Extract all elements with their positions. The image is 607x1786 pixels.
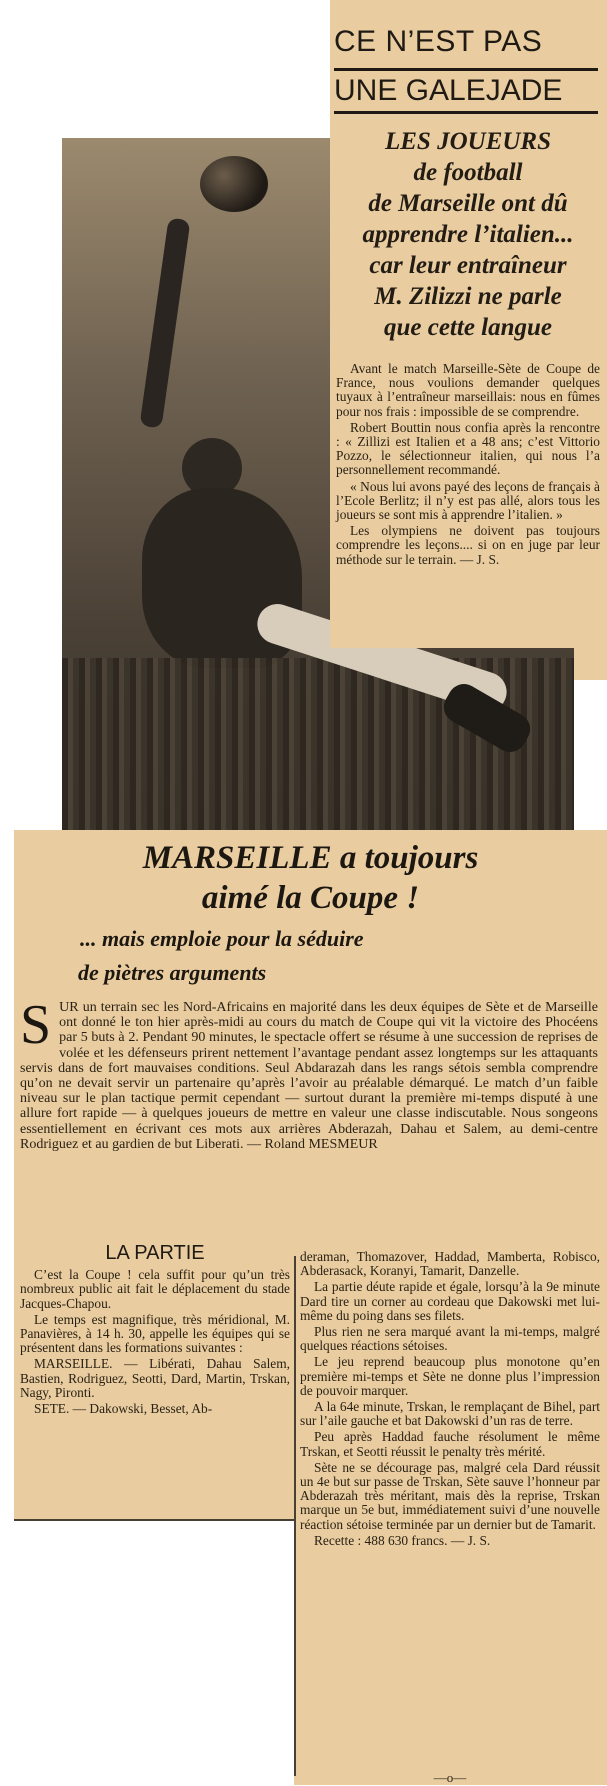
column-paragraph: Sète ne se décourage pas, malgré cela Dard réussit un 4e but sur passe de Trskan, Sète sauve l’honneur par Abderazah très méritant, mais dès la reprise, Trskan marque un 5e but, immédiatement suivi d’une nouvelle réaction sétoise terminée par un dernier but de Tamarit. [300, 1459, 600, 1532]
football-ball [200, 156, 268, 212]
sidebar-body [336, 362, 600, 569]
drop-cap: S [20, 994, 52, 1056]
column-paragraph: Le temps est magnifique, très méridional, M. Panavières, à 14 h. 30, appelle les équipes qui se présentent dans les formations suivantes : [20, 1311, 290, 1356]
column-paragraph: SETE. — Dakowski, Besset, Ab- [34, 1401, 213, 1417]
column-paragraph: A la 64e minute, Trskan, le remplaçant de Bihel, part sur l’aile gauche et bat Dakowski d’un ras de terre. [300, 1399, 600, 1429]
sidebar-paragraph: Les olympiens ne doivent pas toujours comprendre les leçons.... si on en juge par leur méthode sur le terrain. — J. S. [336, 523, 600, 567]
sidebar-paragraph: Robert Bouttin nous confia après la rencontre : « Zillizi est Italien et a 48 ans; c’est Vittorio Pozzo, le sélectionneur italien, qui nous l’a personnellement recommandé. [336, 419, 600, 478]
column-end-rule [14, 1519, 294, 1521]
column-paragraph: Recette : 488 630 francs. — J. S. [314, 1532, 491, 1548]
sidebar-headline-line: de Marseille ont dû [368, 190, 568, 217]
column-paragraph: La partie déute rapide et égale, lorsqu’à la 9e minute Dard tire un corner au cordeau que Dakowski met lui-même du poing dans ses filets. [300, 1279, 600, 1323]
sidebar-paragraph: Avant le match Marseille-Sète de Coupe de France, nous voulions demander quelques tuyaux à l’entraîneur marseillais: nous en fûmes pour nos frais : impossible de se comprendre. [336, 361, 600, 419]
goalkeeper-arm [139, 217, 190, 428]
article-headline-line-2: aimé la Coupe ! [201, 880, 420, 916]
sidebar-headline-line: M. Zilizzi ne parle [374, 283, 562, 310]
article-lead-text: UR un terrain sec les Nord-Africains en majorité dans les deux équipes de Sète et de Marseille ont donné le ton hier après-midi au cours du match de Coupe qui vit la victoire des Phocéens par 5 buts à 2. Pendant 90 minutes, le spectacle offert se résume à une succession de reprises de volée et les défenseurs prirent nettement l’avantage pendant assez longtemps sur les attaquants servis dans de fort mauvaises conditions. Seul Abdarazah dans les rangs sétois sembla comprendre qu’on ne devait servir un partenaire qu’après l’avoir au préalable démarqué. Le match d’un faible niveau sur le plan tactique permit cependant — surtout durant la première mi-temps disputé à une allure fort rapide — à quelques joueurs de mettre en valeur une classe indiscutable. Nous songeons essentiellement en écrivant ces mots aux arrières Abderazah, Dahau et Salem, au demi-centre Rodriguez et au gardien de but Liberati. — Roland MESMEUR [20, 1000, 598, 1152]
article-subhead-line-2: de piètres arguments [78, 960, 267, 985]
section-title: LA PARTIE [105, 1242, 205, 1264]
banner-line-1: CE N’EST PAS [334, 25, 543, 58]
column-paragraph: MARSEILLE. — Libérati, Dahau Salem, Bastien, Rodriguez, Seotti, Dard, Martin, Trskan, Nagy, Pironti. [20, 1356, 290, 1400]
article-headline-line-1: MARSEILLE a toujours [142, 840, 479, 876]
column-divider [294, 1256, 296, 1776]
sidebar-headline-line: de football [413, 159, 523, 186]
article-subhead-line-1: ... mais emploie pour la séduire [80, 926, 364, 951]
column-paragraph: Le jeu reprend beaucoup plus monotone qu’en première mi-temps et Sète ne donne plus l’impression de pouvoir marquer. [300, 1354, 600, 1398]
article-column-right [300, 1250, 600, 1550]
article-column-left [20, 1242, 290, 1418]
column-paragraph: C’est la Coupe ! cela suffit pour qu’un très nombreux public ait fait le déplacement du stade Jacques-Chapou. [20, 1267, 290, 1311]
end-mark: —o— [433, 1770, 467, 1785]
article-subhead [80, 922, 580, 990]
sidebar-headline-line: que cette langue [383, 314, 553, 341]
banner-line-2: UNE GALEJADE [334, 68, 598, 114]
sidebar-headline-line: apprendre l’italien... [362, 221, 574, 248]
sidebar-headline-line: car leur entraîneur [369, 252, 567, 279]
sidebar-headline [334, 126, 602, 343]
article-lead [20, 994, 598, 1152]
sidebar-headline-line: LES JOUEURS [384, 128, 551, 155]
article-headline [14, 838, 607, 918]
column-paragraph: deraman, Thomazover, Haddad, Mamberta, Robisco, Abderasack, Koranyi, Tamarit, Danzelle. [300, 1249, 600, 1279]
sidebar-paragraph: « Nous lui avons payé des leçons de français à l’Ecole Berlitz; il n’y est pas allé, alors tous les joueurs se sont mis à apprendre l’italien. » [336, 478, 600, 523]
column-paragraph: Plus rien ne sera marqué avant la mi-temps, malgré quelques réactions sétoises. [300, 1324, 600, 1354]
column-paragraph: Peu après Haddad fauche résolument le même Trskan, et Seotti réussit le penalty très mérité. [300, 1429, 600, 1459]
